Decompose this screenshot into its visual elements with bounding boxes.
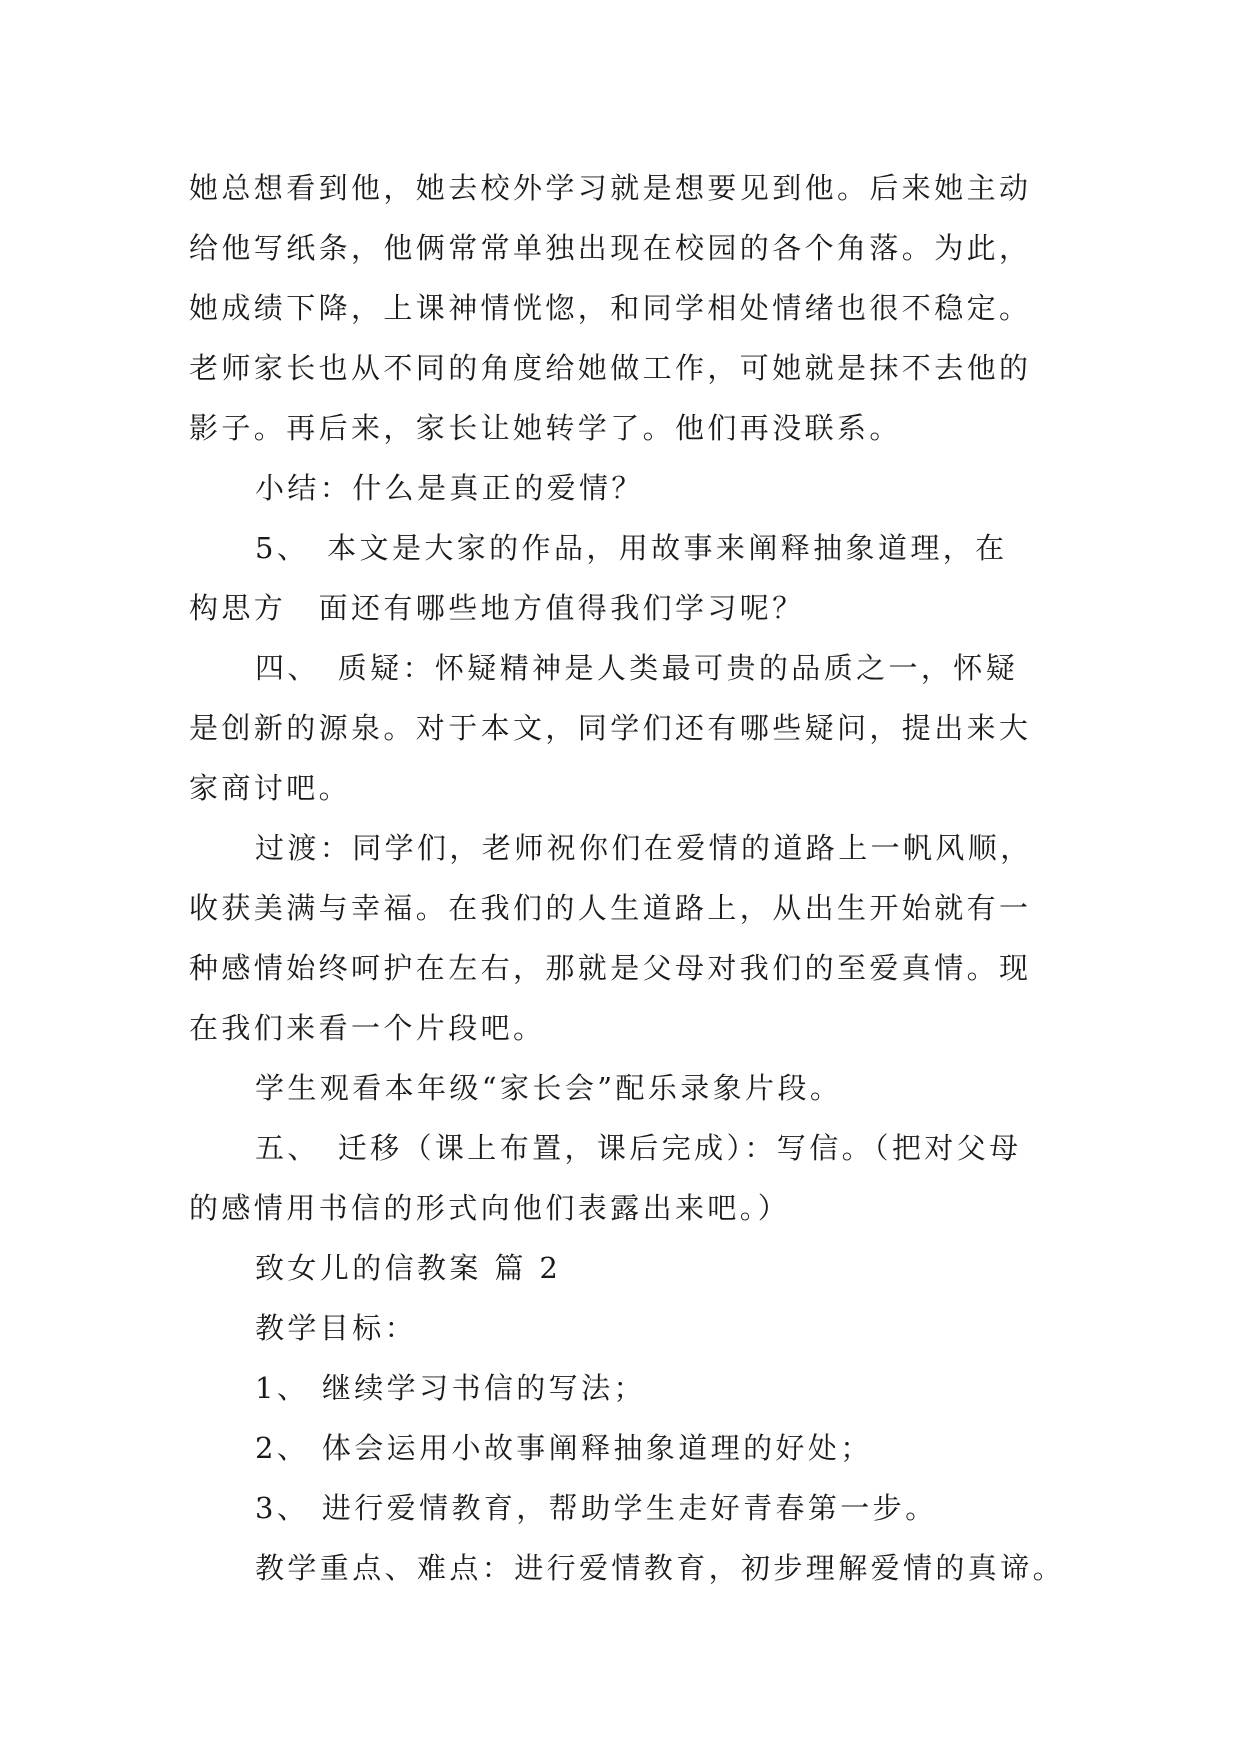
text-line: 3、 进行爱情教育，帮助学生走好青春第一步。 <box>255 1491 938 1525</box>
text-line: 给他写纸条，他俩常常单独出现在校园的各个角落。为此， <box>189 231 1032 265</box>
text-line: 小结：什么是真正的爱情？ <box>255 471 644 505</box>
text-line: 是创新的源泉。对于本文，同学们还有哪些疑问，提出来大 <box>189 711 1032 745</box>
text-line: 2、 体会运用小故事阐释抽象道理的好处； <box>255 1431 873 1465</box>
text-line: 的感情用书信的形式向他们表露出来吧。） <box>189 1191 791 1225</box>
text-line: 过渡：同学们，老师祝你们在爱情的道路上一帆风顺， <box>255 831 1033 865</box>
text-line: 五、 迁移（课上布置，课后完成）：写信。（把对父母 <box>255 1131 1022 1165</box>
text-line: 影子。再后来，家长让她转学了。他们再没联系。 <box>189 411 902 445</box>
text-line: 教学重点、难点：进行爱情教育，初步理解爱情的真谛。 <box>255 1551 1066 1585</box>
text-line: 1、 继续学习书信的写法； <box>255 1371 646 1405</box>
document-body <box>189 158 1069 1598</box>
text-line: 5、 本文是大家的作品，用故事来阐释抽象道理，在 <box>255 531 1008 565</box>
text-line: 四、 质疑：怀疑精神是人类最可贵的品质之一，怀疑 <box>255 651 1019 685</box>
text-line: 老师家长也从不同的角度给她做工作，可她就是抹不去他的 <box>189 351 1032 385</box>
text-line: 她总想看到他，她去校外学习就是想要见到他。后来她主动 <box>189 171 1032 205</box>
text-line: 在我们来看一个片段吧。 <box>189 1011 546 1045</box>
text-line: 构思方 面还有哪些地方值得我们学习呢？ <box>189 591 805 625</box>
text-line: 学生观看本年级“家长会”配乐录象片段。 <box>255 1071 843 1105</box>
text-line: 教学目标： <box>255 1311 418 1345</box>
text-line: 致女儿的信教案 篇 2 <box>255 1251 562 1285</box>
text-line: 她成绩下降，上课神情恍惚，和同学相处情绪也很不稳定。 <box>189 291 1032 325</box>
text-line: 种感情始终呵护在左右，那就是父母对我们的至爱真情。现 <box>189 951 1032 985</box>
text-line: 收获美满与幸福。在我们的人生道路上，从出生开始就有一 <box>189 891 1032 925</box>
text-line: 家商讨吧。 <box>189 771 352 805</box>
